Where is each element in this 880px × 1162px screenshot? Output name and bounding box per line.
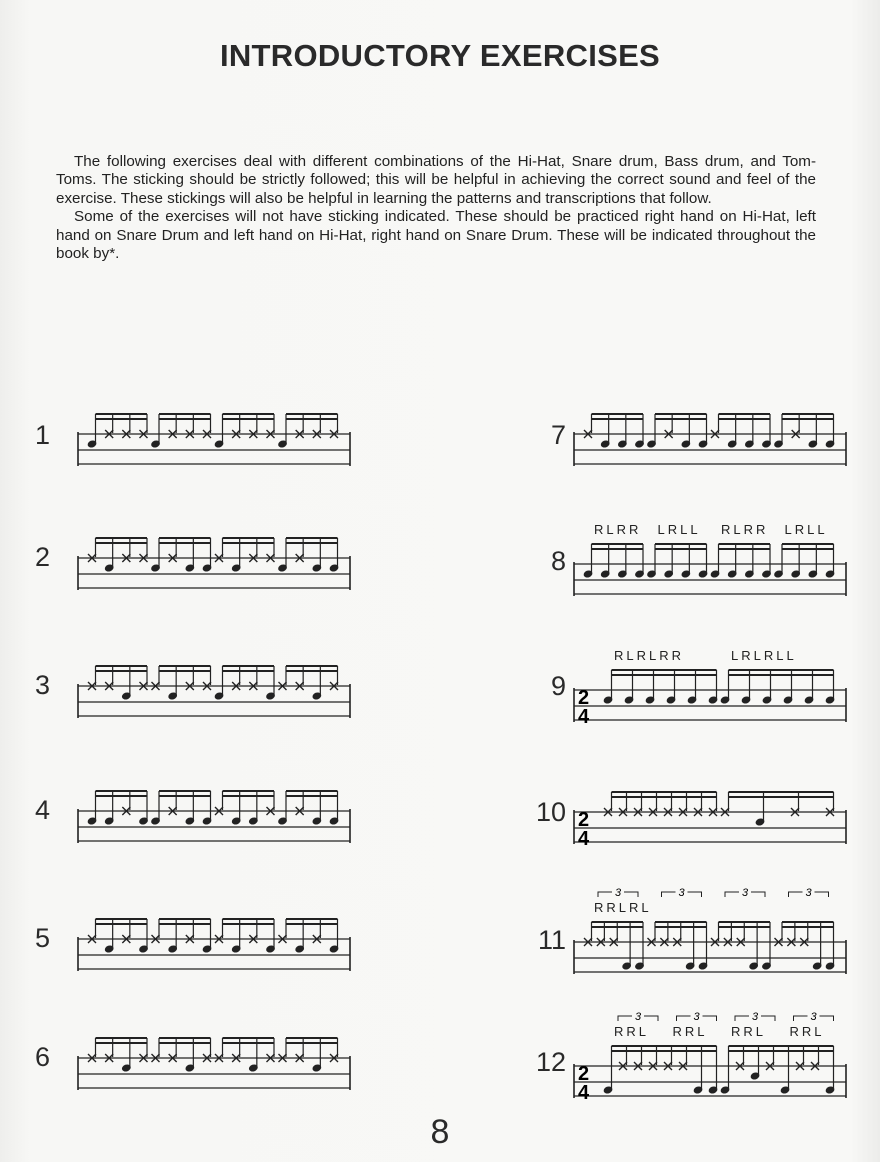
- exercise-number-11: 11: [537, 925, 566, 955]
- notation-staff-6: [74, 1012, 364, 1092]
- notation-staff-1: [74, 388, 364, 468]
- notation-staff-4: [74, 765, 364, 845]
- tuplet-number: 3: [678, 887, 685, 899]
- time-signature-top: 2: [578, 1063, 590, 1085]
- tuplet-number: 3: [693, 1011, 700, 1023]
- notation-staff-2: [74, 512, 364, 592]
- exercise-number-10: 10: [535, 797, 566, 827]
- exercise-number-6: 6: [34, 1042, 50, 1072]
- notation-staff-12: [570, 990, 860, 1100]
- sticking-label: RLRLRR: [614, 648, 685, 663]
- notation-staff-10: [570, 766, 860, 846]
- tuplet-number: 3: [742, 887, 749, 899]
- sticking-label: LRLL: [657, 522, 701, 537]
- tuplet-number: 3: [615, 887, 622, 899]
- exercise-number-5: 5: [34, 923, 50, 953]
- sticking-label: LRLL: [784, 522, 828, 537]
- exercise-number-2: 2: [34, 542, 50, 572]
- sticking-label: RLRR: [594, 522, 642, 537]
- tuplet-number: 3: [752, 1011, 759, 1023]
- tuplet-number: 3: [635, 1011, 642, 1023]
- notation-staff-8: [570, 498, 860, 598]
- sticking-label: RRLRL: [594, 900, 652, 915]
- time-signature-top: 2: [578, 809, 590, 831]
- exercise-number-12: 12: [535, 1047, 566, 1077]
- sticking-label: LRLRLL: [731, 648, 797, 663]
- page-number: 8: [430, 1113, 450, 1151]
- notation-staff-9: [570, 624, 860, 724]
- time-signature-bottom: 4: [578, 828, 590, 846]
- exercise-number-1: 1: [34, 420, 50, 450]
- sticking-label: RRL: [614, 1024, 650, 1039]
- tuplet-number: 3: [805, 887, 812, 899]
- time-signature-bottom: 4: [578, 706, 590, 724]
- notation-staff-11: [570, 866, 860, 976]
- time-signature-top: 2: [578, 687, 590, 709]
- intro-paragraph-2: Some of the exercises will not have sticking indicated. These should be practiced right hand on Hi-Hat, left hand on Snare Drum and left hand on Hi-Hat, right hand on Snare Drum. These will be indicated throughout the book by*.: [56, 208, 816, 263]
- sticking-label: RRL: [731, 1024, 767, 1039]
- notation-staff-5: [74, 893, 364, 973]
- exercise-number-8: 8: [550, 546, 566, 576]
- exercise-number-7: 7: [550, 420, 566, 450]
- sticking-label: RRL: [789, 1024, 825, 1039]
- sticking-label: RLRR: [721, 522, 769, 537]
- exercise-number-4: 4: [34, 795, 50, 825]
- time-signature-bottom: 4: [578, 1082, 590, 1100]
- tuplet-number: 3: [810, 1011, 817, 1023]
- intro-paragraph-1: The following exercises deal with different combinations of the Hi-Hat, Snare drum, Bass drum, and Tom-Toms. The sticking should be strictly followed; this will be helpful in achieving the correct sound and feel of the exercise. These stickings will also be helpful in learning the patterns and transcriptions that follow.: [56, 153, 816, 207]
- exercise-number-3: 3: [34, 670, 50, 700]
- exercise-number-9: 9: [550, 671, 566, 701]
- page-title: INTRODUCTORY EXERCISES: [219, 38, 661, 73]
- sticking-label: RRL: [672, 1024, 708, 1039]
- intro-text: [56, 153, 816, 263]
- notation-staff-7: [570, 388, 860, 468]
- notation-staff-3: [74, 640, 364, 720]
